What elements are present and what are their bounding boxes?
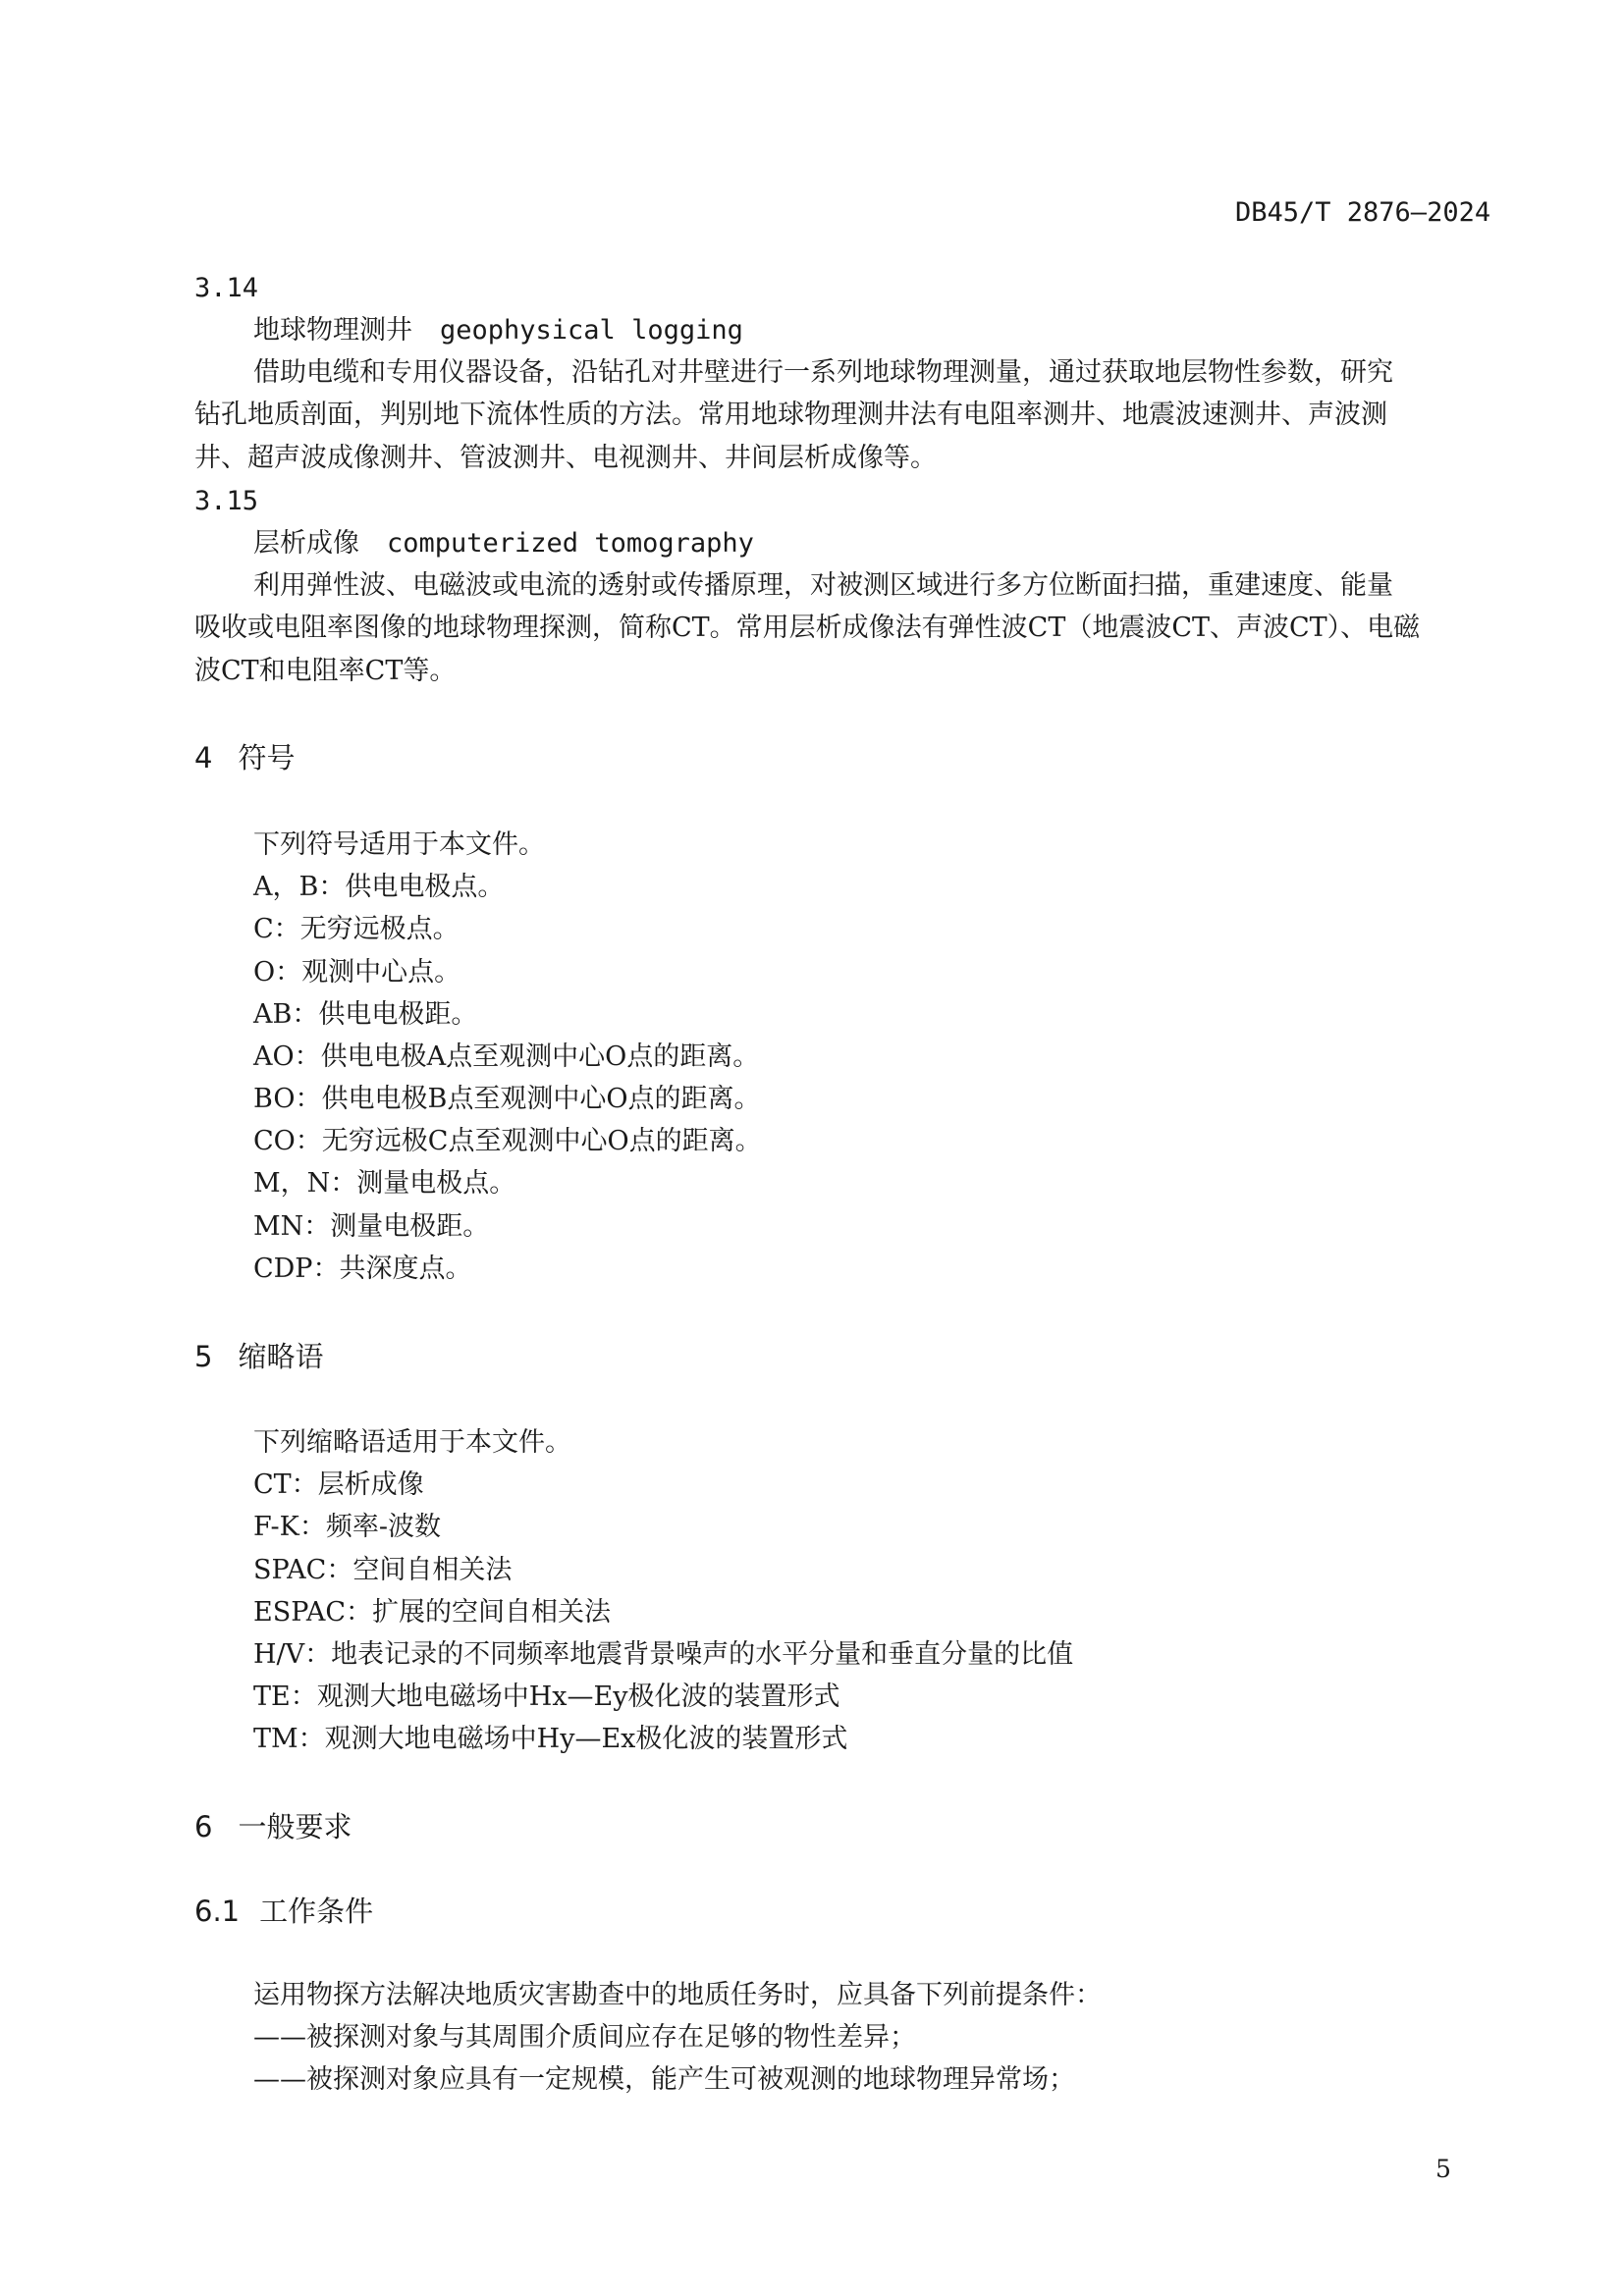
section-intro: 下列缩略语适用于本文件。 [253,1427,571,1458]
list-item: F-K：频率-波数 [253,1512,441,1542]
term-title-en: computerized tomography [387,528,754,559]
section-title: 一般要求 [238,1810,352,1843]
doc-code: DB45/T 2876—2024 [1235,197,1491,228]
list-item: ——被探测对象应具有一定规模，能产生可被观测的地球物理异常场； [253,2064,1075,2095]
list-item: CO：无穷远极C点至观测中心O点的距离。 [253,1126,762,1156]
term-number: 3.14 [194,273,259,303]
subsection-number: 6.1 [194,1895,241,1928]
term-definition-line: 利用弹性波、电磁波或电流的透射或传播原理，对被测区域进行多方位断面扫描，重建速度、能量 [253,570,1393,601]
term-definition-line: 钻孔地质剖面，判别地下流体性质的方法。常用地球物理测井法有电阻率测井、地震波速测井、声波测 [194,400,1387,430]
list-item: AB：供电电极距。 [253,999,478,1030]
list-item: ——被探测对象与其周围介质间应存在足够的物性差异； [253,2022,916,2053]
subsection-heading [194,1894,373,1929]
page-number: 5 [1435,2155,1451,2183]
list-item: O：观测中心点。 [253,957,461,988]
section-number: 6 [194,1810,213,1843]
section-intro: 下列符号适用于本文件。 [253,829,545,860]
section-heading [194,740,295,775]
list-item: MN：测量电极距。 [253,1211,490,1242]
section-title: 符号 [238,741,296,774]
list-item: TE：观测大地电磁场中Hx—Ey极化波的装置形式 [253,1682,840,1712]
term-definition-line: 借助电缆和专用仪器设备，沿钻孔对井壁进行一系列地球物理测量，通过获取地层物性参数，研究 [253,357,1393,388]
list-item: BO：供电电极B点至观测中心O点的距离。 [253,1084,761,1114]
term-title-cn: 层析成像 [253,528,359,559]
section-intro: 运用物探方法解决地质灾害勘查中的地质任务时，应具备下列前提条件： [253,1980,1102,2010]
term-number: 3.15 [194,486,259,516]
list-item: M，N：测量电极点。 [253,1168,516,1199]
list-item: CDP：共深度点。 [253,1254,472,1284]
list-item: ESPAC：扩展的空间自相关法 [253,1597,612,1628]
list-item: H/V：地表记录的不同频率地震背景噪声的水平分量和垂直分量的比值 [253,1639,1074,1670]
term-definition-line: 井、超声波成像测井、管波测井、电视测井、井间层析成像等。 [194,443,937,473]
section-heading [194,1339,323,1374]
term-definition-line: 吸收或电阻率图像的地球物理探测，简称CT。常用层析成像法有弹性波CT（地震波CT、声波CT）、电磁 [194,613,1421,643]
section-heading [194,1809,352,1844]
subsection-title: 工作条件 [259,1895,374,1928]
list-item: CT：层析成像 [253,1469,424,1500]
section-number: 4 [194,741,213,774]
term-definition-line: 波CT和电阻率CT等。 [194,656,457,686]
list-item: A，B：供电电极点。 [253,872,505,902]
section-title: 缩略语 [238,1340,324,1373]
section-number: 5 [194,1340,213,1373]
term-title-cn: 地球物理测井 [253,315,412,346]
list-item: SPAC：空间自相关法 [253,1555,513,1585]
term-title [253,313,743,348]
list-item: C：无穷远极点。 [253,914,460,944]
term-title-en: geophysical logging [440,315,743,346]
list-item: AO：供电电极A点至观测中心O点的距离。 [253,1041,760,1072]
list-item: TM：观测大地电磁场中Hy—Ex极化波的装置形式 [253,1724,848,1754]
term-title [253,526,754,561]
